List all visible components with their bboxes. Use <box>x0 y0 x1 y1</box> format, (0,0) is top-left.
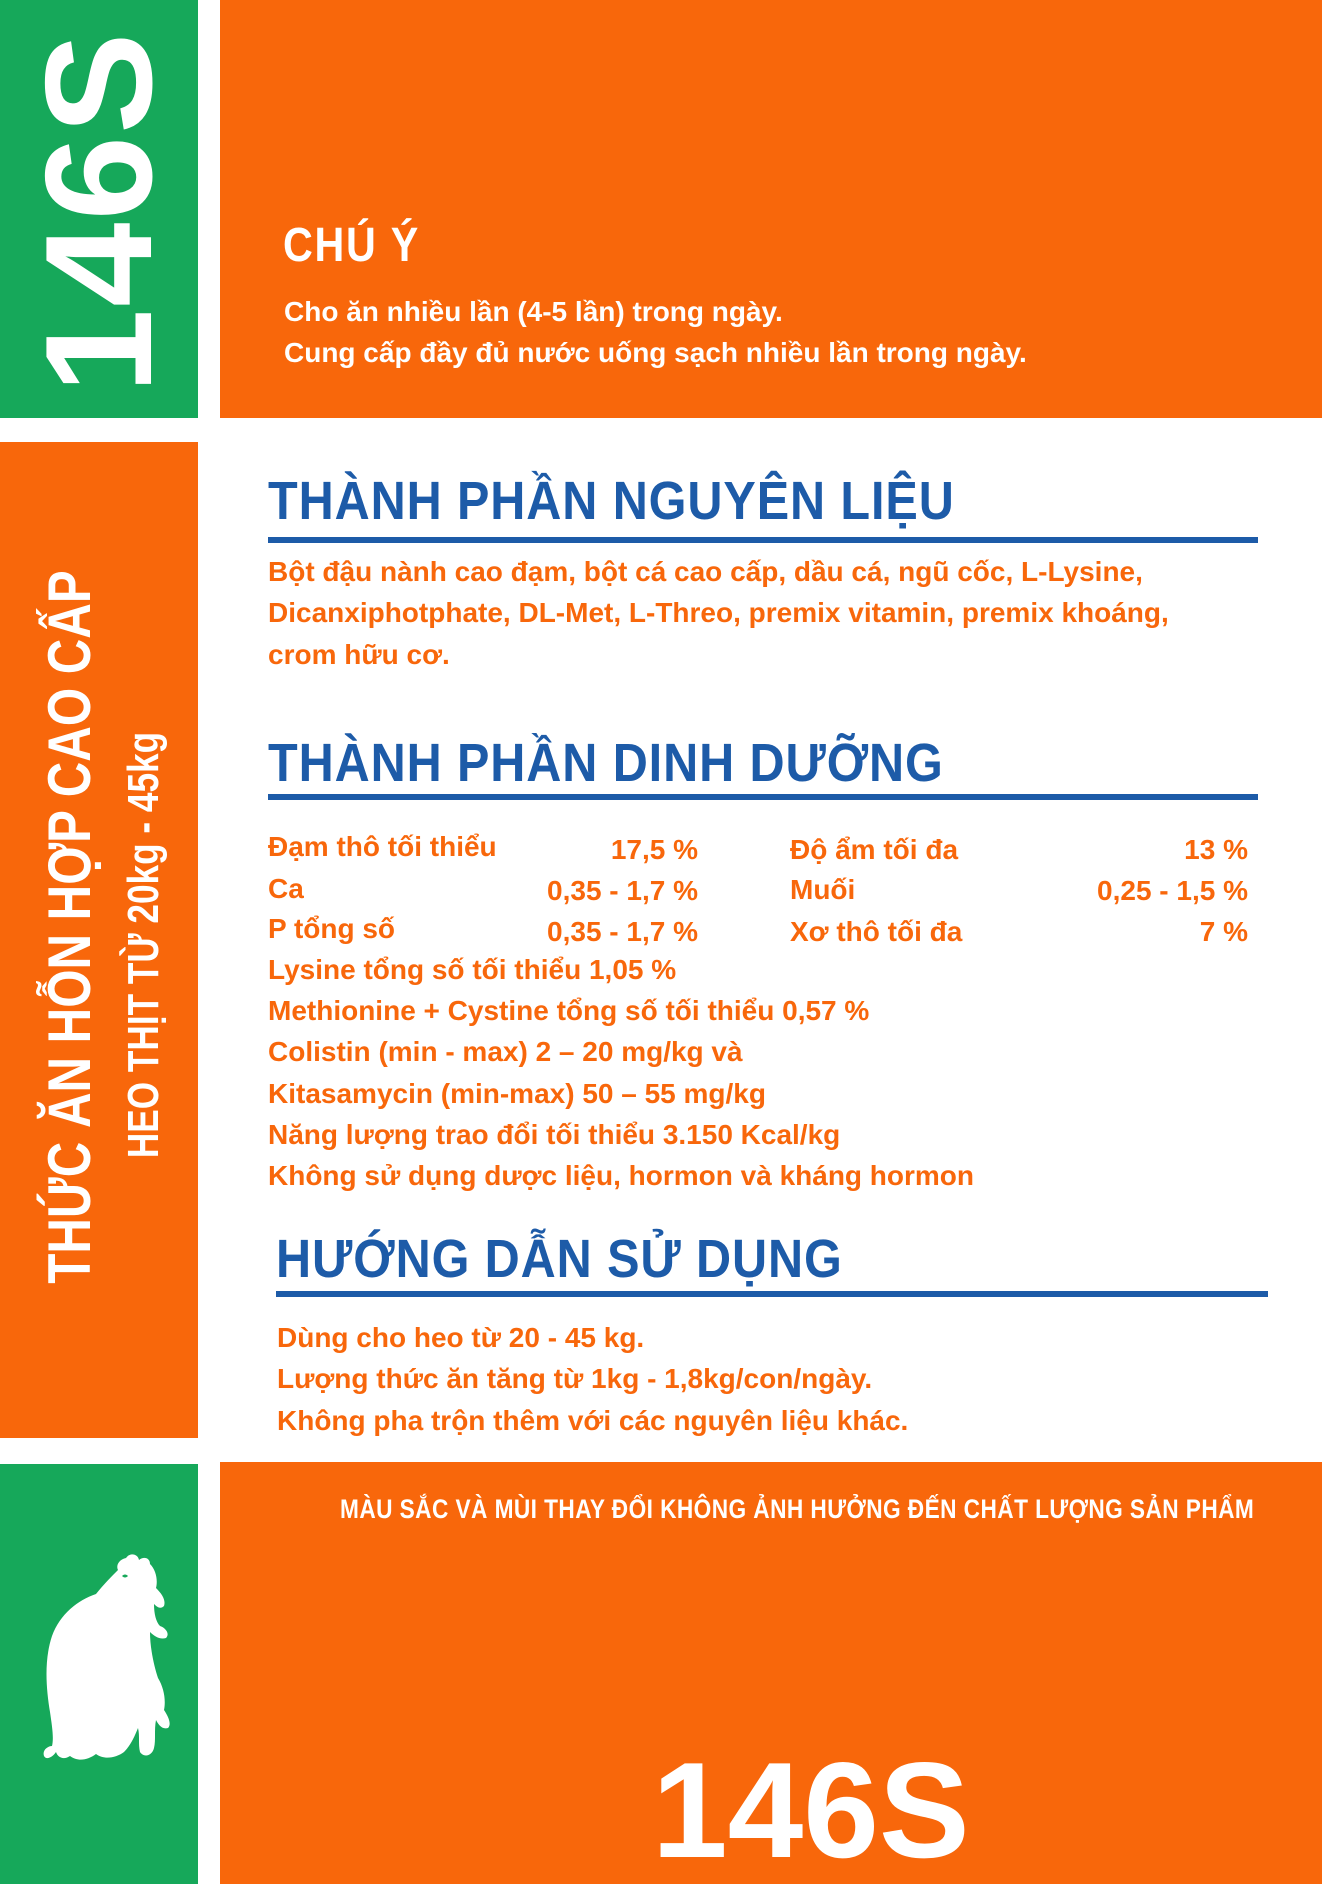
ingredients-line: Bột đậu nành cao đạm, bột cá cao cấp, dầu cá, ngũ cốc, L-Lysine, <box>268 556 1143 587</box>
nutrition-left-label: Đạm thô tối thiểu <box>268 831 497 862</box>
nutrition-line: Methionine + Cystine tổng số tối thiểu 0,57 % <box>268 995 870 1026</box>
nutrition-line: Lysine tổng số tối thiểu 1,05 % <box>268 954 677 985</box>
usage-line: Lượng thức ăn tăng từ 1kg - 1,8kg/con/ngày. <box>277 1363 873 1394</box>
product-subtitle-vertical: HEO THỊT TỪ 20kg - 45kg <box>119 731 168 1159</box>
usage-line: Không pha trộn thêm với các nguyên liệu khác. <box>277 1405 909 1436</box>
nutrition-right-label: Muối <box>790 874 856 905</box>
nutrition-line: Không sử dụng dược liệu, hormon và kháng hormon <box>268 1160 975 1191</box>
usage-title: HƯỚNG DẪN SỬ DỤNG <box>276 1229 843 1289</box>
nutrition-right-value: 7 % <box>1199 916 1248 947</box>
nutrition-right-value: 0,25 - 1,5 % <box>1097 875 1248 906</box>
nutrition-line: Kitasamycin (min-max) 50 – 55 mg/kg <box>268 1078 766 1109</box>
nutrition-right-value: 13 % <box>1184 834 1248 865</box>
caution-line: Cung cấp đầy đủ nước uống sạch nhiều lần trong ngày. <box>284 337 1027 368</box>
nutrition-line: Năng lượng trao đổi tối thiểu 3.150 Kcal/kg <box>268 1119 841 1150</box>
ingredients-title: THÀNH PHẦN NGUYÊN LIỆU <box>268 471 955 531</box>
quality-notice: MÀU SẮC VÀ MÙI THAY ĐỔI KHÔNG ẢNH HƯỞNG ĐẾN CHẤT LƯỢNG SẢN PHẨM <box>340 1494 1255 1524</box>
product-code-bottom: 146S <box>652 1734 970 1886</box>
caution-line: Cho ăn nhiều lần (4-5 lần) trong ngày. <box>284 296 783 327</box>
product-title-vertical: THỨC ĂN HỖN HỢP CAO CẤP <box>36 570 103 1284</box>
ingredients-line: crom hữu cơ. <box>268 639 450 670</box>
nutrition-line: Colistin (min - max) 2 – 20 mg/kg và <box>268 1036 743 1067</box>
nutrition-left-value: 0,35 - 1,7 % <box>547 916 698 947</box>
nutrition-right-label: Độ ẩm tối đa <box>790 834 959 865</box>
nutrition-left-value: 17,5 % <box>610 834 698 865</box>
usage-line: Dùng cho heo từ 20 - 45 kg. <box>277 1322 645 1353</box>
usage-rule <box>276 1291 1268 1297</box>
nutrition-rule <box>268 794 1258 800</box>
ingredients-line: Dicanxiphotphate, DL-Met, L-Threo, premix vitamin, premix khoáng, <box>268 597 1169 628</box>
nutrition-left-label: Ca <box>268 873 304 904</box>
nutrition-right-label: Xơ thô tối đa <box>790 916 963 947</box>
ingredients-rule <box>268 537 1258 543</box>
product-code-vertical: 146S <box>14 30 184 394</box>
pig-icon <box>38 1548 174 1778</box>
nutrition-left-label: P tổng số <box>268 913 396 944</box>
caution-title: CHÚ Ý <box>283 219 421 272</box>
nutrition-left-value: 0,35 - 1,7 % <box>547 875 698 906</box>
nutrition-title: THÀNH PHẦN DINH DƯỠNG <box>268 733 944 793</box>
